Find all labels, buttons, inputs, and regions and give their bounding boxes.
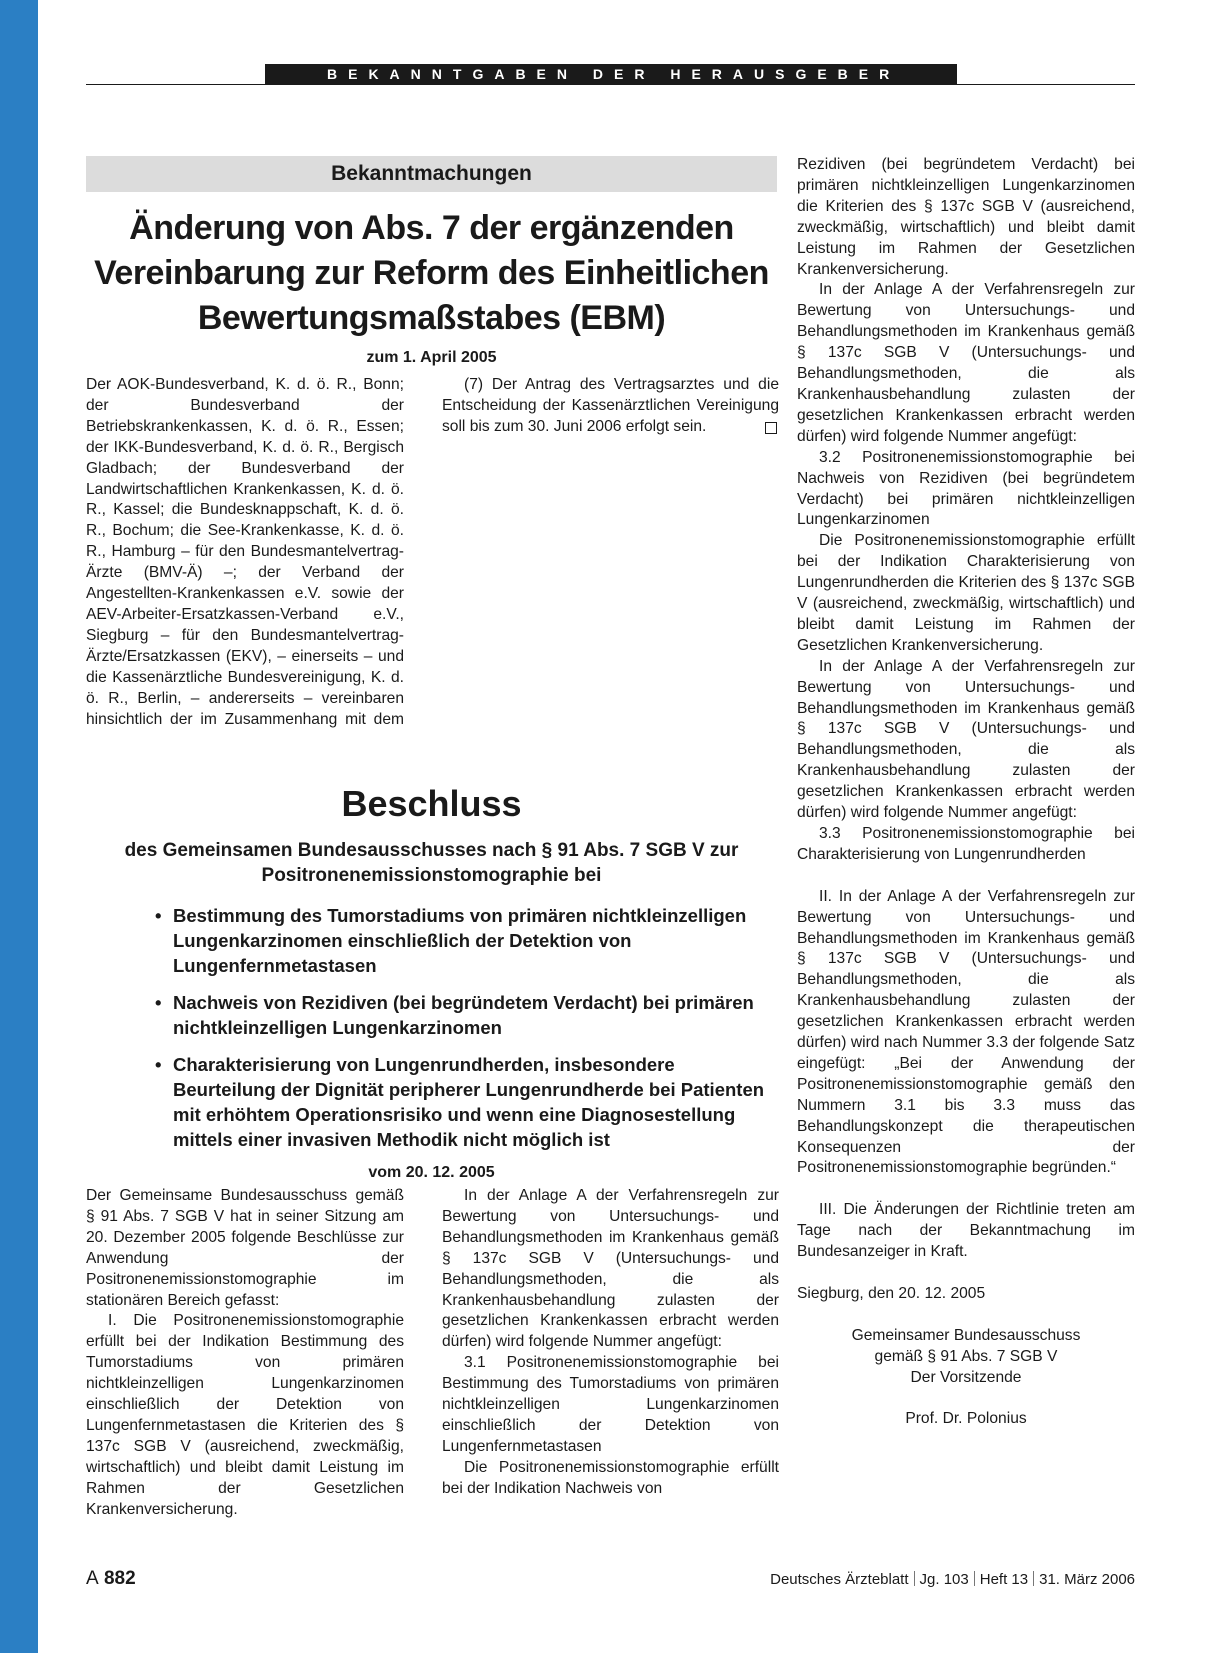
journal-issue: Heft 13	[979, 1571, 1029, 1588]
journal-volume: Jg. 103	[919, 1571, 969, 1588]
decision-date: vom 20. 12. 2005	[368, 1164, 495, 1181]
annex-number-3-3: 3.3 Positronenemissionstomographie bei Charakterisierung von Lungenrundherden	[797, 825, 1135, 863]
right-column	[797, 155, 1135, 1430]
bullet-dot: •	[155, 992, 162, 1013]
side-accent-bar	[0, 0, 38, 1653]
journal-citation	[770, 1571, 1135, 1588]
annex-number-3-2: 3.2 Positronenemissionstomographie bei Nachweis von Rezidiven (bei begründetem Verdacht) bei primären nichtkleinzelligen Lungenkarzinomen	[797, 448, 1135, 529]
decision-intro: Der Gemeinsame Bundesausschuss gemäß § 91 Abs. 7 SGB V hat in seiner Sitzung am 20. Dezember 2005 folgende Beschlüsse zur Anwendung der Positronenemissionstomographie im stationären Bereich gefasst:	[86, 1187, 404, 1309]
end-of-article-mark	[765, 422, 777, 434]
article1-column-1	[86, 375, 404, 731]
separator	[914, 1571, 915, 1586]
journal-date: 31. März 2006	[1039, 1571, 1135, 1588]
annex-number-3-1: 3.1 Positronenemissionstomographie bei Bestimmung des Tumorstadiums von primären nichtkleinzelligen Lungenkarzinomen einschließlich der Detektion von Lungenfernmetastasen	[442, 1354, 779, 1455]
signature-role: Der Vorsitzende	[910, 1368, 1022, 1386]
indication-list	[155, 903, 765, 1164]
decision-item-3: III. Die Änderungen der Richtlinie treten am Tage nach der Bekanntmachung im Bundesanzeiger in Kraft.	[797, 1201, 1135, 1261]
signature-legal-basis: gemäß § 91 Abs. 7 SGB V	[874, 1347, 1058, 1365]
signature-organization: Gemeinsamer Bundesausschuss	[851, 1326, 1081, 1344]
decision-subtitle: des Gemeinsamen Bundesausschusses nach § 91 Abs. 7 SGB V zur Positronenemissionstomographie bei	[124, 840, 739, 886]
indication-paragraph: Die Positronenemissionstomographie erfüllt bei der Indikation Nachweis von	[442, 1458, 779, 1497]
section-label: Bekanntmachungen	[86, 156, 777, 192]
separator	[974, 1571, 975, 1586]
decision-title: Beschluss	[341, 783, 522, 824]
col3-paragraph: In der Anlage A der Verfahrensregeln zur Bewertung von Untersuchungs- und Behandlungsmethoden im Krankenhaus gemäß § 137c SGB V (Untersuchungs- und Behandlungsmethoden, die als Krankenhausbehandlung zulasten der gesetzlichen Krankenkassen erbracht werden dürfen) wird folgende Nummer angefügt:	[797, 657, 1135, 822]
signature-block	[797, 1326, 1135, 1431]
page-number: A 882	[86, 1568, 136, 1589]
bullet-dot: •	[155, 1054, 162, 1075]
article1-body-text: Der AOK-Bundesverband, K. d. ö. R., Bonn; der Bundesverband der Betriebskrankenkassen, K. d. ö. R., Essen; der IKK-Bundesverband, K. d. ö. R., Bergisch Gladbach; der Bundesverband der Landwirtschaftlichen Krankenkassen, K. d. ö. R., Kassel; die Bundesknappschaft, K. d. ö. R., Bochum; die See-Krankenkasse, K. d. ö. R., Hamburg – für den Bundesmantelvertrag-Ärzte (BMV-Ä) –; der Verband der Angestellten-Krankenkassen e.V. sowie der AEV-Arbeiter-Ersatzkassen-Verband e.V., Siegburg – für den Bundesmantelvertrag-Ärzte/Ersatzkassen (EKV), – einerseits – und die Kassenärztliche Bundesvereinigung, K. d. ö. R., Berlin, – andererseits – vereinbaren hinsichtlich der im Zusammenhang mit dem	[86, 376, 404, 728]
separator	[1033, 1571, 1034, 1586]
section-banner: BEKANNTGABEN DER HERAUSGEBER	[265, 64, 957, 85]
article1-column-2	[442, 375, 779, 438]
col3-paragraph: Rezidiven (bei begründetem Verdacht) bei primären nichtkleinzelligen Lungenkarzinomen die Kriterien des § 137c SGB V (ausreichend, zweckmäßig, wirtschaftlich) und bleibt damit Leistung im Rahmen der Gesetzlichen Krankenversicherung.	[797, 156, 1135, 278]
article-date: zum 1. April 2005	[366, 349, 497, 366]
col3-paragraph: Die Positronenemissionstomographie erfüllt bei der Indikation Charakterisierung von Lungenrundherden die Kriterien des § 137c SGB V (ausreichend, zweckmäßig, wirtschaftlich) und bleibt damit Leistung im Rahmen der Gesetzlichen Krankenversicherung.	[797, 532, 1135, 654]
decision-item-2: II. In der Anlage A der Verfahrensregeln zur Bewertung von Untersuchungs- und Behandlungsmethoden im Krankenhaus gemäß § 137c SGB V (Untersuchungs- und Behandlungsmethoden, die als Krankenhausbehandlung zulasten der gesetzlichen Krankenkassen erbracht werden dürfen) wird nach Nummer 3.3 der folgende Satz eingefügt: „Bei der Anwendung der Positronenemissionstomographie gemäß den Nummern 3.1 bis 3.3 muss das Behandlungskonzept die therapeutischen Konsequenzen der Positronenemissionstomographie begründen.“	[797, 887, 1135, 1177]
col3-paragraph: In der Anlage A der Verfahrensregeln zur Bewertung von Untersuchungs- und Behandlungsmethoden im Krankenhaus gemäß § 137c SGB V (Untersuchungs- und Behandlungsmethoden, die als Krankenhausbehandlung zulasten der gesetzlichen Krankenkassen erbracht werden dürfen) wird folgende Nummer angefügt:	[797, 281, 1135, 445]
header-rule	[86, 84, 1135, 85]
bullet-dot: •	[155, 905, 162, 926]
journal-name: Deutsches Ärzteblatt	[770, 1571, 909, 1588]
indication-item: • Nachweis von Rezidiven (bei begründetem Verdacht) bei primären nichtkleinzelligen Lungenkarzinomen	[155, 992, 754, 1038]
decision-item-1: I. Die Positronenemissionstomographie erfüllt bei der Indikation Bestimmung des Tumorstadiums von primären nichtkleinzelligen Lungenkarzinomen einschließlich der Detektion von Lungenfernmetastasen die Kriterien des § 137c SGB V (ausreichend, zweckmäßig, wirtschaftlich) und bleibt damit Leistung im Rahmen der Gesetzlichen Krankenversicherung.	[86, 1312, 404, 1518]
indication-item: • Bestimmung des Tumorstadiums von primären nichtkleinzelligen Lungenkarzinomen einschließlich der Detektion von Lungenfernmetastasen	[155, 905, 747, 976]
article1-amendment-text: (7) Der Antrag des Vertragsarztes und die Entscheidung der Kassenärztlichen Vereinigung soll bis zum 30. Juni 2006 erfolgt sein.	[442, 376, 779, 435]
article-title: Änderung von Abs. 7 der ergänzenden Vereinbarung zur Reform des Einheitlichen Bewertungsmaßstabes (EBM)	[94, 209, 769, 337]
indication-item: • Charakterisierung von Lungenrundherden, insbesondere Beurteilung der Dignität peripherer Lungenrundherde bei Patienten mit erhöhtem Operationsrisiko und wenn eine Diagnosestellung mittels einer invasiven Methodik nicht möglich ist	[155, 1054, 765, 1150]
annex-paragraph: In der Anlage A der Verfahrensregeln zur Bewertung von Untersuchungs- und Behandlungsmethoden im Krankenhaus gemäß § 137c SGB V (Untersuchungs- und Behandlungsmethoden, die als Krankenhausbehandlung zulasten der gesetzlichen Krankenkassen erbracht werden dürfen) wird folgende Nummer angefügt:	[442, 1187, 779, 1351]
signature-name: Prof. Dr. Polonius	[905, 1410, 1027, 1428]
place-and-date: Siegburg, den 20. 12. 2005	[797, 1284, 986, 1302]
decision-column-1	[86, 1186, 404, 1521]
decision-column-2	[442, 1186, 779, 1500]
